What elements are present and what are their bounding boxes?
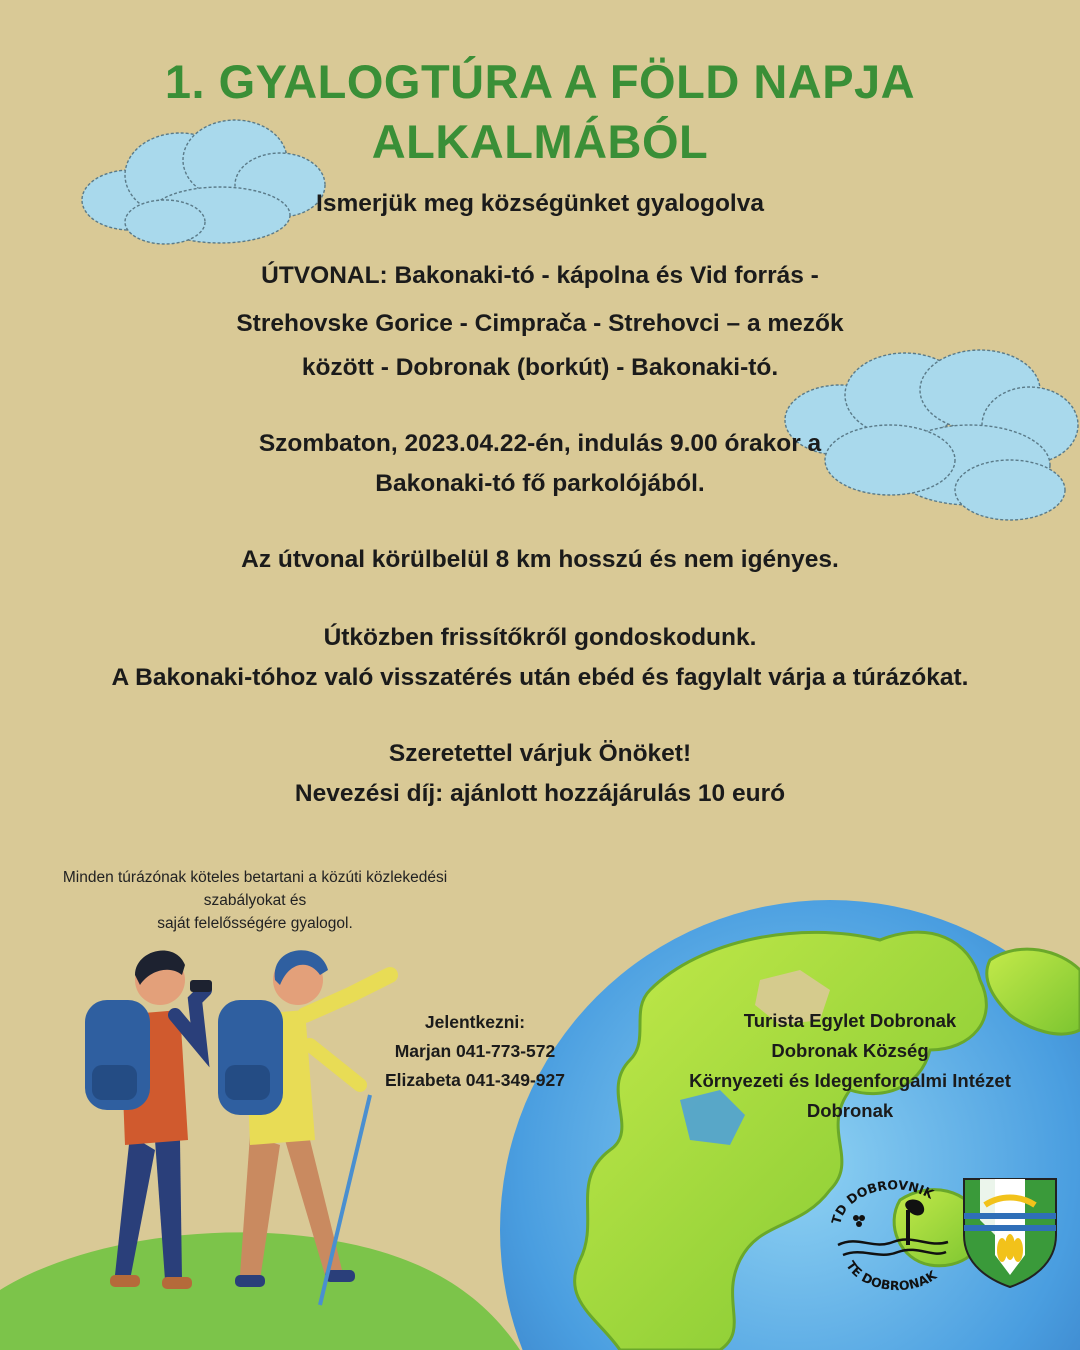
contact-block [355, 1008, 595, 1095]
contact-person-1: Marjan 041-773-572 [394, 1041, 556, 1061]
td-dobrovnik-logo [828, 1170, 958, 1300]
distance-text: Az útvonal körülbelül 8 km hosszú és nem igényes. [241, 546, 839, 573]
logo-bottom-text: TE DOBRONAK [843, 1257, 940, 1294]
hiker-right [218, 950, 390, 1305]
organizer-line-3: Környezeti és Idegenforgalmi Intézet [689, 1070, 1011, 1091]
hikers-illustration [70, 935, 410, 1330]
schedule-line-2: Bakonaki-tó fő parkolójából. [375, 470, 705, 497]
subtitle: Ismerjük meg községünket gyalogolva [316, 190, 764, 217]
safety-notice [0, 866, 510, 935]
organizers-block [620, 1006, 1080, 1126]
title-line-1: 1. GYALOGTÚRA A FÖLD NAPJA [164, 55, 916, 108]
logo-top-text: TD DOBROVNIK [828, 1177, 937, 1226]
event-description [20, 186, 1060, 812]
hiker-left [85, 951, 212, 1289]
refreshments-line-1: Útközben frissítőkről gondoskodunk. [323, 624, 757, 651]
notice-line-3: saját felelősségére gyalogol. [157, 915, 353, 932]
contact-person-2: Elizabeta 041-349-927 [385, 1070, 565, 1090]
notice-line-1: Minden túrázónak köteles betartani a közúti közlekedési [62, 869, 448, 886]
title-line-2: ALKALMÁBÓL [371, 115, 709, 168]
route-line-3: között - Dobronak (borkút) - Bakonaki-tó. [301, 354, 779, 381]
notice-line-2: szabályokat és [203, 892, 307, 909]
organizer-line-2: Dobronak Község [771, 1040, 929, 1061]
organizer-line-4: Dobronak [806, 1100, 894, 1121]
organizer-line-1: Turista Egylet Dobronak [743, 1010, 957, 1031]
route-line-1: ÚTVONAL: Bakonaki-tó - kápolna és Vid forrás - [261, 262, 819, 289]
fee-text: Nevezési díj: ajánlott hozzájárulás 10 euró [294, 780, 786, 807]
refreshments-line-2: A Bakonaki-tóhoz való visszatérés után ebéd és fagylalt várja a túrázókat. [111, 664, 969, 691]
page-title [60, 52, 1020, 172]
coat-of-arms-icon [960, 1175, 1060, 1290]
route-line-2: Strehovske Gorice - Cimprača - Strehovci – a mezők [236, 310, 844, 337]
contact-heading: Jelentkezni: [424, 1012, 526, 1032]
welcome-text: Szeretettel várjuk Önöket! [388, 740, 692, 767]
schedule-line-1: Szombaton, 2023.04.22-én, indulás 9.00 órakor a [258, 430, 822, 457]
